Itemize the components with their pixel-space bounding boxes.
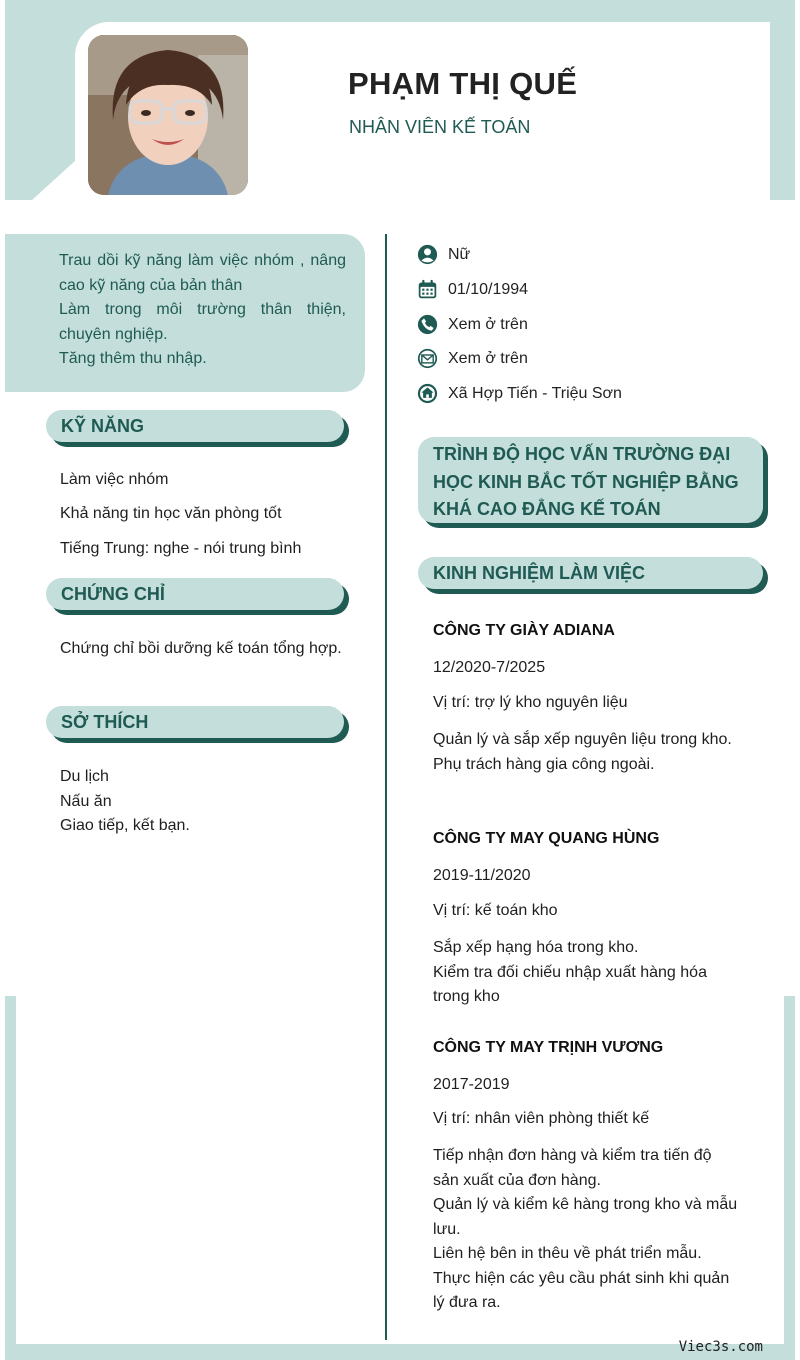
profile-photo: [88, 35, 248, 195]
hobbies-heading-label: SỞ THÍCH: [61, 711, 149, 732]
phone-value: Xem ở trên: [448, 315, 528, 333]
site-watermark: Viec3s.com: [678, 1339, 763, 1355]
calendar-icon: [417, 279, 438, 300]
job-period: 2017-2019: [433, 1076, 510, 1093]
job-company: CÔNG TY MAY TRỊNH VƯƠNG: [433, 1039, 664, 1056]
experience-heading: [418, 557, 763, 589]
hobby-item: Nấu ăn: [60, 792, 112, 810]
home-icon: [417, 383, 438, 404]
job-position: Vị trí: nhân viên phòng thiết kế: [433, 1110, 650, 1127]
job-position: Vị trí: kế toán kho: [433, 902, 558, 919]
job-duty: Phụ trách hàng gia công ngoài.: [433, 755, 655, 773]
candidate-title: NHÂN VIÊN KẾ TOÁN: [349, 117, 531, 137]
portrait-illustration: [88, 35, 248, 195]
job-duty: Quản lý và kiểm kê hàng trong kho và mẫu lưu.: [433, 1196, 738, 1238]
contact-email: [417, 348, 528, 369]
job-duties: [433, 1144, 738, 1316]
hobbies-list: [60, 765, 190, 839]
job-duty: Liên hệ bên in thêu về phát triển mẫu.: [433, 1245, 702, 1262]
job-duty: Tiếp nhận đơn hàng và kiểm tra tiến độ sản xuất của đơn hàng.: [433, 1147, 712, 1189]
education-box: [418, 437, 763, 523]
email-value: Xem ở trên: [448, 349, 528, 367]
header-corner-decoration: [32, 160, 76, 200]
objective-line: Trau dồi kỹ năng làm việc nhóm , nâng cao kỹ năng của bản thân: [59, 252, 346, 294]
skill-item: Làm việc nhóm: [60, 471, 169, 488]
job-duties: [433, 936, 738, 1010]
job-duty: Sắp xếp hạng hóa trong kho.: [433, 939, 639, 956]
education-text: TRÌNH ĐỘ HỌC VẤN TRƯỜNG ĐẠI HỌC KINH BẮC TỐT NGHIỆP BẰNG KHÁ CAO ĐẲNG KẾ TOÁN: [433, 444, 739, 519]
contact-birthday: [417, 279, 528, 300]
skill-item: Khả năng tin học văn phòng tốt: [60, 505, 282, 522]
job-company: CÔNG TY MAY QUANG HÙNG: [433, 830, 660, 847]
certificates-heading-label: CHỨNG CHỈ: [61, 583, 165, 604]
contact-phone: [417, 314, 528, 335]
hobbies-heading: [46, 706, 344, 738]
phone-icon: [417, 314, 438, 335]
job-position: Vị trí: trợ lý kho nguyên liệu: [433, 694, 628, 711]
hobby-item: Giao tiếp, kết bạn.: [60, 817, 190, 834]
experience-heading-label: KINH NGHIỆM LÀM VIỆC: [433, 562, 646, 583]
job-duties: [433, 728, 738, 777]
contact-address: [417, 383, 622, 404]
job-period: 12/2020-7/2025: [433, 659, 546, 676]
objective-line: Tăng thêm thu nhập.: [59, 350, 207, 367]
contact-gender: [417, 244, 470, 265]
objective-line: Làm trong môi trường thân thiện, chuyên nghiệp.: [59, 301, 346, 343]
certificate-text: Chứng chỉ bồi dưỡng kế toán tổng hợp.: [60, 640, 342, 657]
candidate-name: PHẠM THỊ QUẾ: [348, 66, 578, 101]
mail-icon: [417, 348, 438, 369]
skill-item: Tiếng Trung: nghe - nói trung bình: [60, 540, 302, 557]
user-icon: [417, 244, 438, 265]
job-duty: Quản lý và sắp xếp nguyên liệu trong kho.: [433, 731, 732, 748]
column-divider: [385, 234, 387, 1340]
job-duty: Kiểm tra đối chiếu nhập xuất hàng hóa trong kho: [433, 963, 707, 1005]
gender-value: Nữ: [448, 245, 471, 263]
hobby-item: Du lịch: [60, 768, 109, 785]
address-value: Xã Hợp Tiến - Triệu Sơn: [448, 384, 622, 402]
job-period: 2019-11/2020: [433, 867, 531, 884]
job-company: CÔNG TY GIÀY ADIANA: [433, 622, 615, 639]
certificates-heading: [46, 578, 344, 610]
skills-heading: [46, 410, 344, 442]
career-objective: [5, 234, 365, 392]
skills-heading-label: KỸ NĂNG: [61, 415, 145, 436]
job-duty: Thực hiện các yêu cầu phát sinh khi quản lý đưa ra.: [433, 1269, 730, 1311]
birthday-value: 01/10/1994: [448, 280, 529, 298]
